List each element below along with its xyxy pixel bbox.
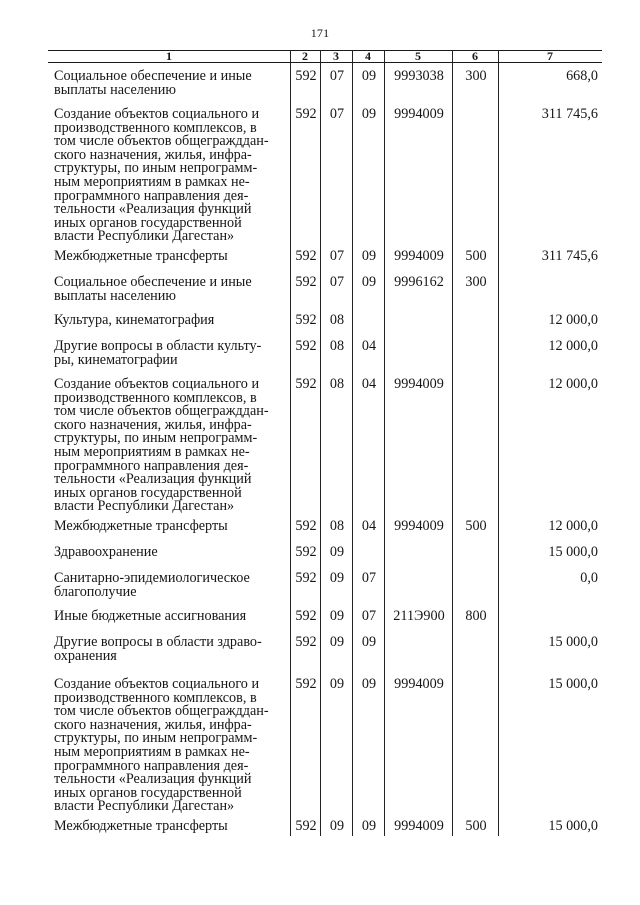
row-c4-cell: 09 xyxy=(361,634,377,650)
row-c2-cell: 592 xyxy=(295,634,317,650)
row-c7-cell: 0,0 xyxy=(580,570,598,586)
row-c7-cell: 15 000,0 xyxy=(548,676,598,692)
row-name-line: Другие вопросы в области культу- xyxy=(54,338,262,354)
row-name-cell xyxy=(54,610,290,624)
row-name-line: ского назначения, жилья, инфра- xyxy=(54,146,252,163)
row-name-line: выплаты населению xyxy=(54,81,176,98)
row-name-cell xyxy=(54,636,290,663)
row-name-line: Межбюджетные трансферты xyxy=(54,248,228,264)
row-c5-cell: 9994009 xyxy=(394,248,444,264)
row-name-line: тельности «Реализация функций xyxy=(54,771,252,788)
row-c7-cell: 15 000,0 xyxy=(548,818,598,834)
row-c7-cell: 311 745,6 xyxy=(541,248,598,264)
row-c3-cell: 07 xyxy=(329,274,345,290)
row-name-line: Иные бюджетные ассигнования xyxy=(54,608,247,624)
row-c2-cell: 592 xyxy=(295,608,317,624)
row-name-line: власти Республики Дагестан» xyxy=(54,228,235,245)
row-name-line: ского назначения, жилья, инфра- xyxy=(54,716,252,733)
row-name-line: том числе объектов общегражддан- xyxy=(54,403,269,420)
column-divider xyxy=(384,50,385,836)
row-c2-cell: 592 xyxy=(295,248,317,264)
row-name-line: производственного комплексов, в xyxy=(54,389,257,406)
row-c3-cell: 09 xyxy=(329,608,345,624)
row-c3-cell: 09 xyxy=(329,818,345,834)
row-c3-cell: 08 xyxy=(329,376,345,392)
row-c7-cell: 12 000,0 xyxy=(548,376,598,392)
row-c2-cell: 592 xyxy=(295,68,317,84)
row-name-cell xyxy=(54,340,290,367)
row-name-line: ского назначения, жилья, инфра- xyxy=(54,416,252,433)
row-name-line: Создание объектов социального и xyxy=(54,676,260,692)
row-name-line: тельности «Реализация функций xyxy=(54,201,252,218)
budget-table xyxy=(48,50,602,63)
column-divider xyxy=(452,50,453,836)
row-c7-cell: 311 745,6 xyxy=(541,106,598,122)
row-c6-cell: 500 xyxy=(465,818,487,834)
row-name-line: ным мероприятиям в рамках не- xyxy=(54,743,250,760)
row-name-line: благополучие xyxy=(54,583,137,600)
row-c4-cell: 09 xyxy=(361,248,377,264)
row-name-cell xyxy=(54,70,290,97)
row-name-line: власти Республики Дагестан» xyxy=(54,798,235,815)
row-name-line: Создание объектов социального и xyxy=(54,106,260,122)
row-name-line: том числе объектов общегражддан- xyxy=(54,133,269,150)
row-name-line: иных органов государственной xyxy=(54,484,242,501)
row-c3-cell: 08 xyxy=(329,312,345,328)
row-name-cell xyxy=(54,520,290,534)
column-divider xyxy=(290,50,291,836)
row-c3-cell: 09 xyxy=(329,570,345,586)
row-c2-cell: 592 xyxy=(295,106,317,122)
row-name-line: структуры, по иным непрограмм- xyxy=(54,430,258,447)
row-c2-cell: 592 xyxy=(295,312,317,328)
row-c5-cell: 9996162 xyxy=(394,274,444,290)
row-c3-cell: 09 xyxy=(329,544,345,560)
row-c4-cell: 09 xyxy=(361,818,377,834)
row-c4-cell: 04 xyxy=(361,376,377,392)
row-c4-cell: 07 xyxy=(361,570,377,586)
header-col-4: 4 xyxy=(365,49,371,63)
row-c7-cell: 12 000,0 xyxy=(548,312,598,328)
row-c3-cell: 08 xyxy=(329,518,345,534)
row-c4-cell: 09 xyxy=(361,274,377,290)
row-c4-cell: 09 xyxy=(361,676,377,692)
row-c5-cell: 9993038 xyxy=(394,68,444,84)
page-number: 171 xyxy=(310,26,330,40)
row-c5-cell: 9994009 xyxy=(394,818,444,834)
row-name-line: Межбюджетные трансферты xyxy=(54,818,228,834)
row-name-line: Социальное обеспечение и иные xyxy=(54,68,252,84)
row-c4-cell: 09 xyxy=(361,68,377,84)
row-name-line: иных органов государственной xyxy=(54,214,242,231)
row-c2-cell: 592 xyxy=(295,818,317,834)
row-name-line: иных органов государственной xyxy=(54,784,242,801)
row-name-line: структуры, по иным непрограмм- xyxy=(54,730,258,747)
row-name-line: Создание объектов социального и xyxy=(54,376,260,392)
header-col-3: 3 xyxy=(333,49,339,63)
row-c3-cell: 09 xyxy=(329,634,345,650)
row-c6-cell: 300 xyxy=(465,274,487,290)
row-name-line: власти Республики Дагестан» xyxy=(54,498,235,515)
row-c4-cell: 09 xyxy=(361,106,377,122)
row-c3-cell: 07 xyxy=(329,248,345,264)
row-name-line: ным мероприятиям в рамках не- xyxy=(54,443,250,460)
row-c6-cell: 500 xyxy=(465,248,487,264)
row-name-line: программного направления дея- xyxy=(54,457,249,474)
row-name-line: структуры, по иным непрограмм- xyxy=(54,160,258,177)
row-c4-cell: 07 xyxy=(361,608,377,624)
row-name-line: выплаты населению xyxy=(54,287,176,304)
row-c3-cell: 08 xyxy=(329,338,345,354)
row-name-cell xyxy=(54,276,290,303)
row-name-cell xyxy=(54,572,290,599)
row-c4-cell: 04 xyxy=(361,518,377,534)
row-c6-cell: 800 xyxy=(465,608,487,624)
row-name-cell xyxy=(54,546,290,560)
row-c4-cell: 04 xyxy=(361,338,377,354)
header-col-7: 7 xyxy=(547,49,553,63)
row-c3-cell: 07 xyxy=(329,106,345,122)
row-c2-cell: 592 xyxy=(295,274,317,290)
row-name-line: тельности «Реализация функций xyxy=(54,471,252,488)
row-name-line: ры, кинематографии xyxy=(54,351,178,368)
row-c3-cell: 09 xyxy=(329,676,345,692)
header-col-1: 1 xyxy=(166,49,172,63)
row-c2-cell: 592 xyxy=(295,544,317,560)
row-c2-cell: 592 xyxy=(295,338,317,354)
row-name-line: ным мероприятиям в рамках не- xyxy=(54,173,250,190)
row-name-line: охранения xyxy=(54,647,117,664)
row-c5-cell: 9994009 xyxy=(394,376,444,392)
row-name-line: Санитарно-эпидемиологическое xyxy=(54,570,250,586)
row-name-line: Культура, кинематография xyxy=(54,312,215,328)
row-name-cell xyxy=(54,378,290,514)
row-name-line: том числе объектов общегражддан- xyxy=(54,703,269,720)
column-divider xyxy=(320,50,321,836)
row-name-cell xyxy=(54,108,290,244)
row-c5-cell: 9994009 xyxy=(394,518,444,534)
header-col-5: 5 xyxy=(415,49,421,63)
row-name-line: программного направления дея- xyxy=(54,757,249,774)
row-c7-cell: 15 000,0 xyxy=(548,544,598,560)
row-c2-cell: 592 xyxy=(295,518,317,534)
row-c5-cell: 9994009 xyxy=(394,106,444,122)
row-name-line: Межбюджетные трансферты xyxy=(54,518,228,534)
column-divider xyxy=(352,50,353,836)
row-c2-cell: 592 xyxy=(295,570,317,586)
row-c7-cell: 15 000,0 xyxy=(548,634,598,650)
row-c7-cell: 12 000,0 xyxy=(548,518,598,534)
row-name-line: программного направления дея- xyxy=(54,187,249,204)
row-name-cell xyxy=(54,678,290,814)
row-c5-cell: 9994009 xyxy=(394,676,444,692)
row-name-cell xyxy=(54,250,290,264)
row-name-cell xyxy=(54,314,290,328)
row-c5-cell: 211Э900 xyxy=(393,608,445,624)
row-name-cell xyxy=(54,820,290,834)
header-col-6: 6 xyxy=(472,49,478,63)
row-c2-cell: 592 xyxy=(295,376,317,392)
row-name-line: производственного комплексов, в xyxy=(54,119,257,136)
row-c6-cell: 500 xyxy=(465,518,487,534)
row-c6-cell: 300 xyxy=(465,68,487,84)
row-name-line: Социальное обеспечение и иные xyxy=(54,274,252,290)
header-col-2: 2 xyxy=(302,49,308,63)
column-divider xyxy=(498,50,499,836)
row-name-line: производственного комплексов, в xyxy=(54,689,257,706)
row-c3-cell: 07 xyxy=(329,68,345,84)
row-c7-cell: 668,0 xyxy=(566,68,598,84)
row-name-line: Здравоохранение xyxy=(54,544,158,560)
row-c7-cell: 12 000,0 xyxy=(548,338,598,354)
table-header xyxy=(48,50,602,63)
row-name-line: Другие вопросы в области здраво- xyxy=(54,634,262,650)
row-c2-cell: 592 xyxy=(295,676,317,692)
